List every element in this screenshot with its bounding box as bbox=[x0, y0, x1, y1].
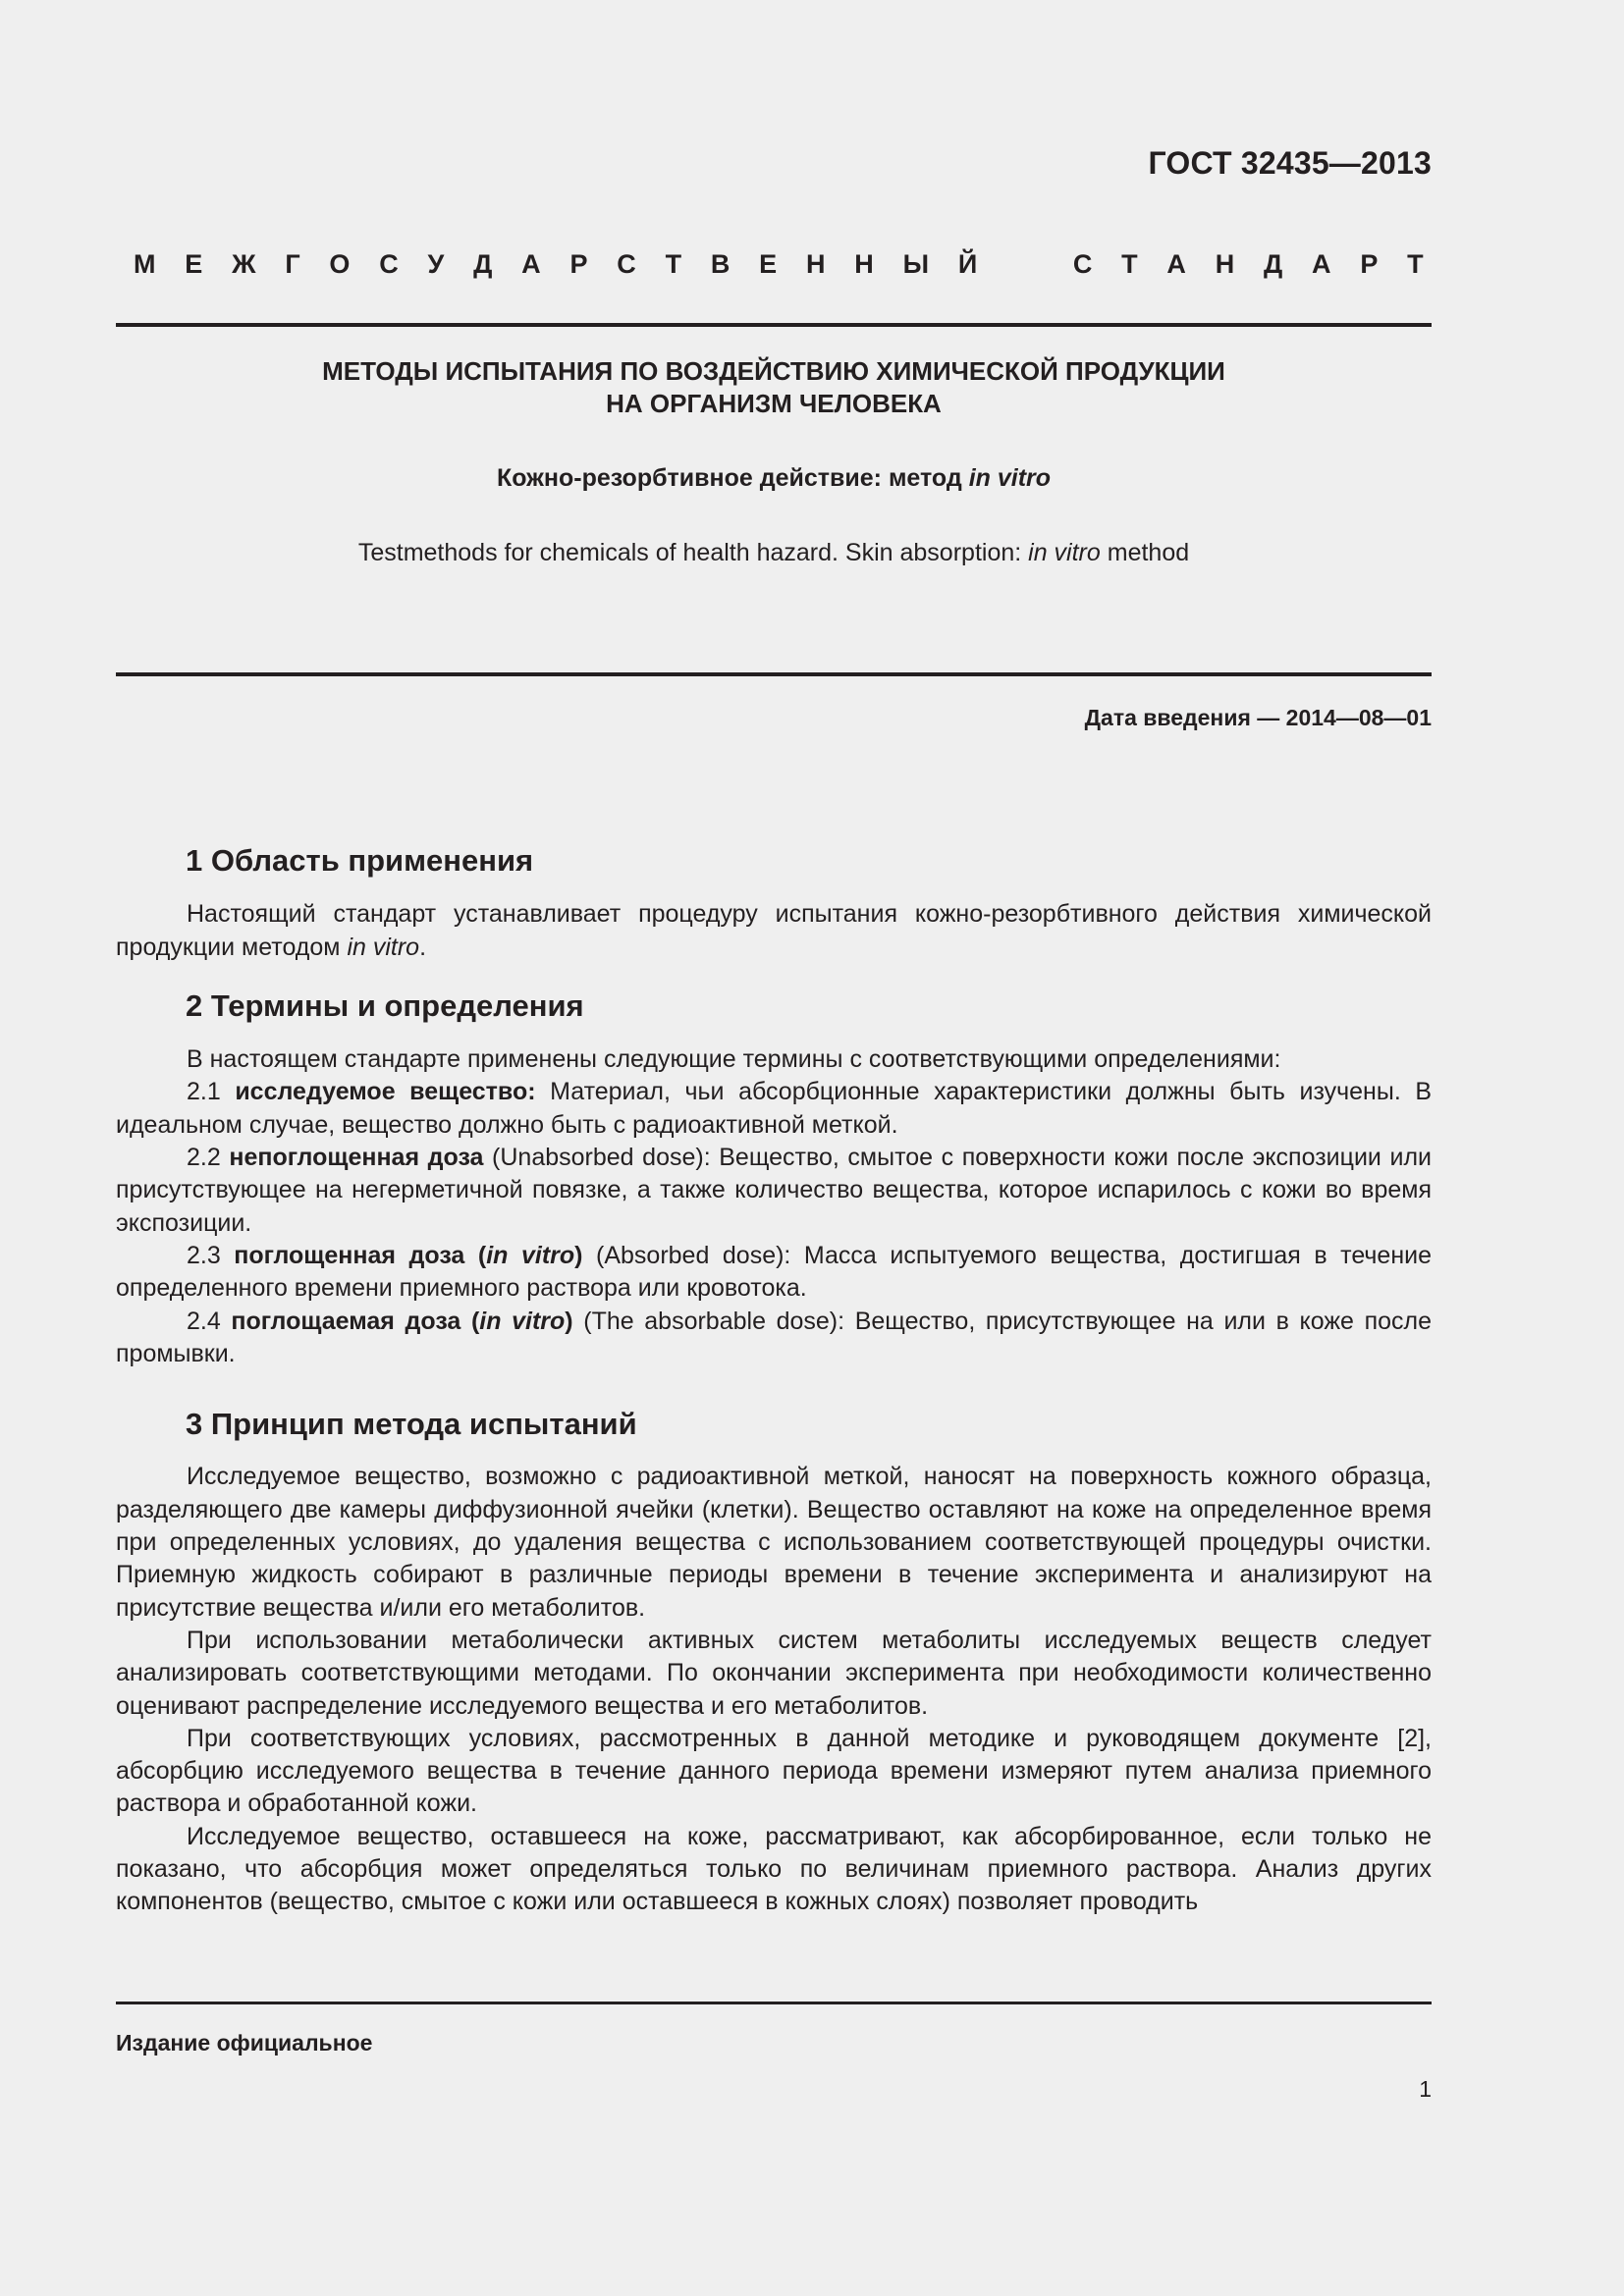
banner-letter: М bbox=[134, 249, 156, 279]
subtitle-italic: in vitro bbox=[968, 464, 1052, 492]
section-2-intro: В настоящем стандарте применены следующие термины с соответствующими определениями: bbox=[187, 1045, 1281, 1074]
term-2-3 bbox=[116, 1240, 1432, 1306]
paragraph-text: . bbox=[419, 933, 427, 961]
banner-letter: Д bbox=[473, 249, 493, 279]
banner-letter: Н bbox=[805, 249, 826, 279]
banner-letter: У bbox=[427, 249, 445, 279]
document-body bbox=[116, 844, 1432, 1919]
section-3-paragraph-2: При использовании метаболически активных систем метаболиты исследуемых веществ следует анализировать соответствующими методами. По окончании эксперимента при необходимости количественно оценивают распределение исследуемого вещества и его метаболитов. bbox=[116, 1626, 1432, 1720]
document-subtitle bbox=[116, 464, 1432, 493]
banner-letter: Р bbox=[569, 249, 588, 279]
banner-letter: А bbox=[1312, 249, 1331, 279]
english-title bbox=[116, 538, 1432, 567]
banner-letter: Ж bbox=[232, 249, 256, 279]
section-3-paragraph-3: При соответствующих условиях, рассмотренных в данной методике и руководящем документе [2], абсорбцию исследуемого вещества в течение данного периода времени измеряют путем анализа приемного раствора и обработанной кожи. bbox=[116, 1724, 1432, 1818]
footer-divider bbox=[116, 2002, 1432, 2004]
term-name-text: ) bbox=[565, 1307, 573, 1335]
banner-letter: Е bbox=[185, 249, 203, 279]
standard-number: ГОСТ 32435—2013 bbox=[1148, 145, 1432, 181]
banner-letter: О bbox=[329, 249, 351, 279]
banner-letter: Е bbox=[759, 249, 778, 279]
edition-label: Издание официальное bbox=[116, 2030, 373, 2056]
banner-letter: В bbox=[710, 249, 731, 279]
term-number: 2.4 bbox=[187, 1307, 232, 1335]
term-name-italic: in vitro bbox=[486, 1241, 575, 1269]
section-3-heading: 3 Принцип метода испытаний bbox=[186, 1407, 637, 1442]
section-3-paragraph-4: Исследуемое вещество, оставшееся на коже, рассматривают, как абсорбированное, если только не показано, что абсорбция может определяться только по величинам приемного раствора. Анализ других компонентов (вещество, смытое с кожи или оставшееся в кожных слоях) позволяет проводить bbox=[116, 1822, 1432, 1916]
title-divider bbox=[116, 672, 1432, 676]
banner-word-gap bbox=[1006, 249, 1044, 280]
introduction-date: Дата введения — 2014—08—01 bbox=[1084, 705, 1432, 730]
term-definition: (Unabsorbed dose): Вещество, смытое с поверхности кожи после экспозиции или присутствующее на негерметичной повязке, а также количество вещества, которое испарилось с кожи во время экспозиции. bbox=[116, 1144, 1433, 1237]
banner-letter: Д bbox=[1264, 249, 1283, 279]
banner-letter: С bbox=[1072, 249, 1093, 279]
term-number: 2.1 bbox=[187, 1078, 236, 1106]
interstate-standard-banner bbox=[134, 249, 1424, 280]
term-name: исследуемое вещество: bbox=[235, 1078, 536, 1106]
banner-letter: А bbox=[1166, 249, 1186, 279]
banner-letter: Т bbox=[1407, 249, 1424, 279]
term-name-text: поглощаемая доза ( bbox=[231, 1307, 480, 1335]
page-number: 1 bbox=[1419, 2076, 1432, 2102]
term-name-text: ) bbox=[574, 1241, 583, 1269]
english-title-suffix: method bbox=[1100, 539, 1190, 566]
term-2-2 bbox=[116, 1142, 1432, 1240]
term-number: 2.3 bbox=[187, 1241, 235, 1269]
banner-letter: Г bbox=[285, 249, 300, 279]
english-title-text: Testmethods for chemicals of health hazard. Skin absorption: bbox=[357, 539, 1029, 566]
document-page bbox=[116, 0, 1432, 2296]
term-name bbox=[231, 1308, 572, 1335]
term-name bbox=[234, 1242, 582, 1269]
banner-letter: Ы bbox=[902, 249, 930, 279]
paragraph-text: Настоящий стандарт устанавливает процедуру испытания кожно-резорбтивного действия химической продукции методом bbox=[116, 900, 1432, 961]
term-definition: Материал, чьи абсорбционные характеристики должны быть изучены. В идеальном случае, вещество должно быть с радиоактивной меткой. bbox=[116, 1078, 1432, 1139]
banner-letter: Т bbox=[665, 249, 682, 279]
term-definition: (The absorbable dose): Вещество, присутствующее на или в коже после промывки. bbox=[116, 1307, 1433, 1367]
section-3-paragraph-1: Исследуемое вещество, возможно с радиоактивной меткой, наносят на поверхность кожного образца, разделяющего две камеры диффузионной ячейки (клетки). Вещество оставляют на коже на определенное время при определенных условиях, до удаления вещества с использованием соответствующей процедуры очистки. Приемную жидкость собирают в различные периоды времени в течение эксперимента и анализируют на присутствие вещества и/или его метаболитов. bbox=[116, 1463, 1432, 1622]
section-1-paragraph bbox=[116, 898, 1432, 964]
term-name-italic: in vitro bbox=[479, 1307, 566, 1335]
header-divider bbox=[116, 323, 1432, 327]
term-name: непоглощенная доза bbox=[229, 1144, 484, 1172]
title-line-1: МЕТОДЫ ИСПЫТАНИЯ ПО ВОЗДЕЙСТВИЮ ХИМИЧЕСКОЙ ПРОДУКЦИИ bbox=[322, 356, 1225, 386]
section-1-heading: 1 Область применения bbox=[186, 843, 534, 878]
paragraph-italic: in vitro bbox=[347, 933, 420, 961]
banner-letter: Р bbox=[1360, 249, 1379, 279]
section-2-heading: 2 Термины и определения bbox=[186, 988, 584, 1023]
banner-letter: Й bbox=[957, 249, 978, 279]
banner-letter: А bbox=[521, 249, 541, 279]
subtitle-text: Кожно-резорбтивное действие: метод bbox=[496, 464, 969, 492]
term-2-1 bbox=[116, 1076, 1432, 1142]
title-line-2: НА ОРГАНИЗМ ЧЕЛОВЕКА bbox=[606, 389, 942, 418]
english-title-italic: in vitro bbox=[1028, 539, 1101, 566]
term-name-text: поглощенная доза ( bbox=[234, 1241, 487, 1269]
banner-letter: Т bbox=[1121, 249, 1138, 279]
banner-letter: Н bbox=[854, 249, 874, 279]
term-number: 2.2 bbox=[187, 1144, 230, 1172]
banner-letter: Н bbox=[1215, 249, 1235, 279]
banner-letter: С bbox=[379, 249, 399, 279]
banner-letter: С bbox=[617, 249, 636, 279]
term-definition: (Absorbed dose): Масса испытуемого вещества, достигшая в течение определенного времени приемного раствора или кровотока. bbox=[116, 1241, 1432, 1303]
term-2-4 bbox=[116, 1306, 1432, 1371]
document-title bbox=[116, 355, 1432, 420]
